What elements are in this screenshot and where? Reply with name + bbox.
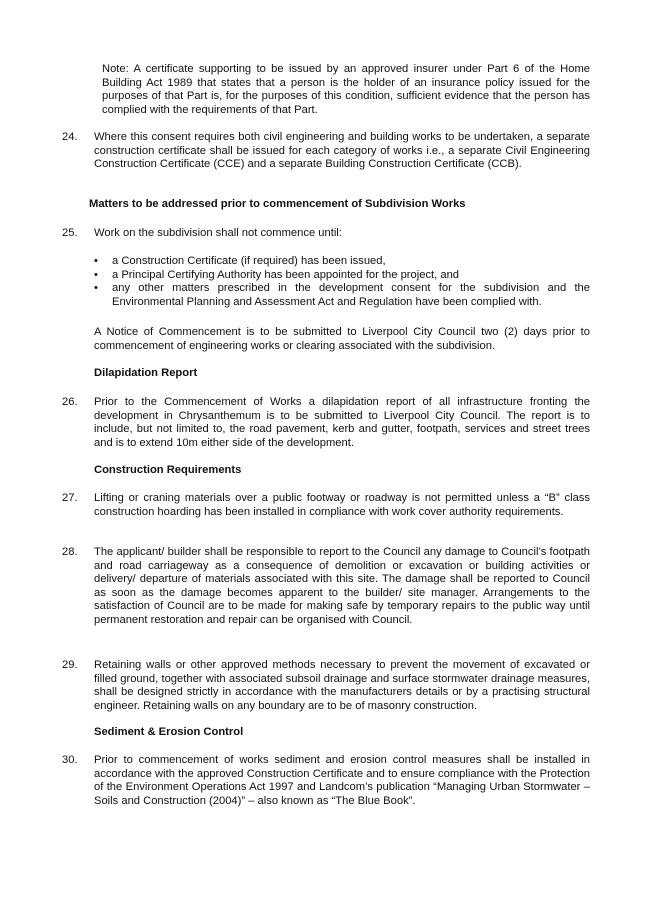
condition-number: 29. — [62, 659, 78, 671]
condition-number: 27. — [62, 492, 78, 504]
condition-number: 25. — [62, 227, 78, 239]
bullet-icon: • — [94, 255, 98, 267]
condition-text: Work on the subdivision shall not commence until: — [94, 227, 342, 239]
list-item: • a Construction Certificate (if required) has been issued, — [94, 255, 386, 267]
condition-number: 24. — [62, 131, 78, 143]
condition-number: 28. — [62, 546, 78, 558]
subdivision-requirements-list — [94, 255, 590, 309]
condition-text: Prior to the Commencement of Works a dilapidation report of all infrastructure fronting the development in Chrysanthemum is to be submitted to Liverpool City Council. The report is to include, but not limited to, the road pavement, kerb and gutter, footpath, services and street trees and is to extend 10m either side of the development. — [94, 396, 590, 449]
section-heading-construction: Construction Requirements — [94, 464, 242, 476]
condition-text: Where this consent requires both civil engineering and building works to be undertaken, a separate construction certificate shall be issued for each category of works i.e., a separate Civil Engineering Construction Certificate (CCE) and a separate Building Construction Certificate (CCB). — [94, 131, 590, 171]
condition-number: 26. — [62, 396, 78, 408]
condition-text: Prior to commencement of works sediment and erosion control measures shall be installed in accordance with the approved Construction Certificate and to ensure compliance with the Protection of the Environment Operations Act 1997 and Landcom’s publication “Managing Urban Stormwater – Soils and Construction (2004)” – also known as “The Blue Book”. — [94, 754, 590, 807]
bullet-icon: • — [94, 282, 98, 295]
section-heading-dilapidation: Dilapidation Report — [94, 367, 198, 379]
insurance-note: Note: A certificate supporting to be issued by an approved insurer under Part 6 of the Home Building Act 1989 that states that a person is the holder of an insurance policy issued for the purposes of that Part is, for the purposes of this condition, sufficient evidence that the person has complied with the requirements of that Part. — [102, 63, 590, 116]
bullet-icon: • — [94, 268, 98, 281]
notice-of-commencement-paragraph: A Notice of Commencement is to be submitted to Liverpool City Council two (2) days prior to commencement of engineering works or clearing associated with the subdivision. — [94, 326, 590, 352]
condition-number: 30. — [62, 754, 78, 766]
list-item: • any other matters prescribed in the development consent for the subdivision and the Environmental Planning and Assessment Act and Regulation have been complied with. — [94, 282, 590, 308]
section-heading-sediment: Sediment & Erosion Control — [94, 726, 244, 738]
condition-text: Lifting or craning materials over a public footway or roadway is not permitted unless a “B” class construction hoarding has been installed in compliance with work cover authority requirements. — [94, 492, 590, 518]
condition-text: Retaining walls or other approved methods necessary to prevent the movement of excavated or filled ground, together with associated subsoil drainage and surface stormwater drainage measures, shall be designed strictly in accordance with the manufacturers details or by a practising structural engineer. Retaining walls on any boundary are to be of masonry construction. — [94, 659, 590, 712]
condition-text: The applicant/ builder shall be responsible to report to the Council any damage to Council’s footpath and road carriageway as a consequence of demolition or excavation or building activities or delivery/ departure of materials associated with this site. The damage shall be reported to Council as soon as the damage becomes apparent to the builder/ site manager. Arrangements to the satisfaction of Council are to be made for making safe by temporary repairs to the public way until permanent restoration and repair can be organised with Council. — [94, 546, 590, 626]
list-item: • a Principal Certifying Authority has been appointed for the project, and — [94, 268, 460, 281]
section-heading-subdivision: Matters to be addressed prior to commencement of Subdivision Works — [89, 198, 466, 210]
